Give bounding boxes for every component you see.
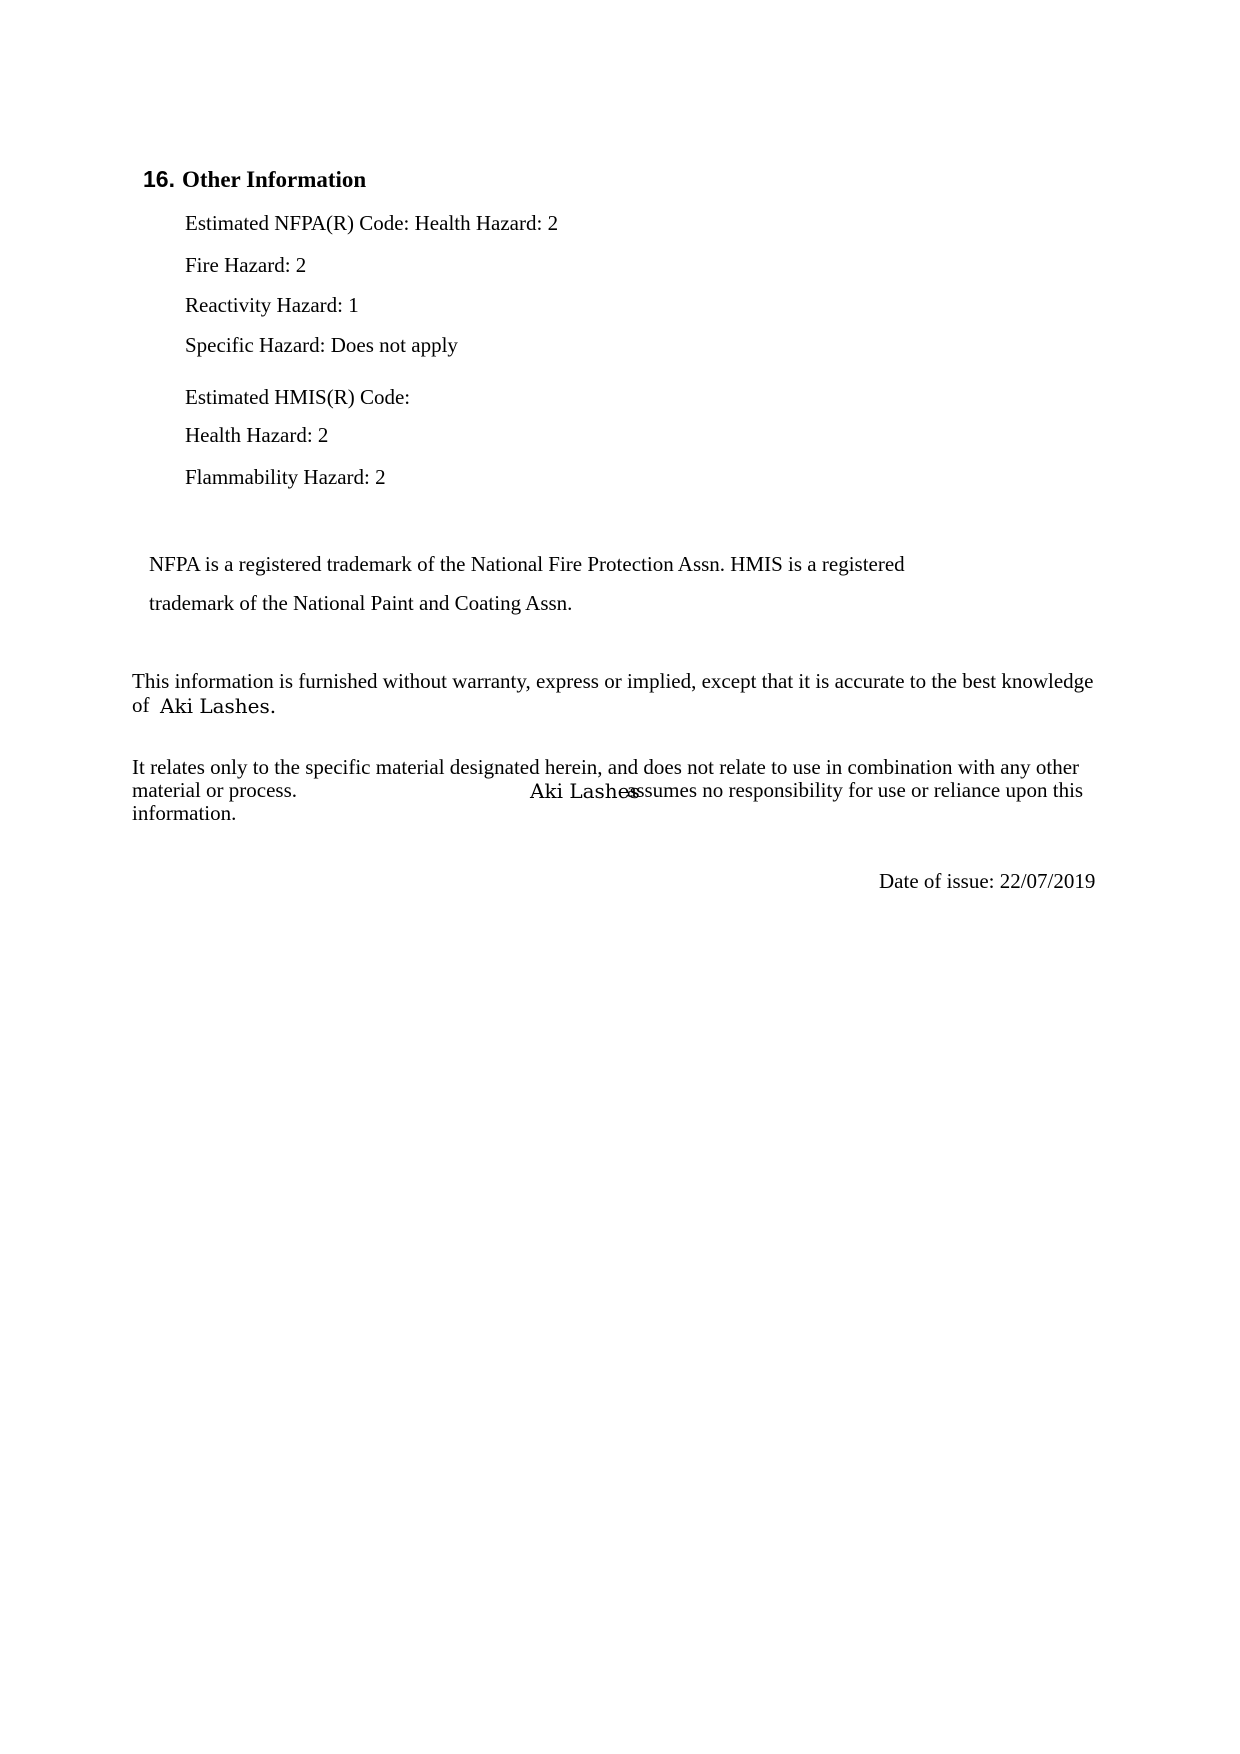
- relates-line-3: information.: [132, 801, 237, 825]
- company-name: Aki Lashes.: [160, 694, 277, 718]
- nfpa-code-line: Estimated NFPA(R) Code: Health Hazard: 2: [185, 211, 559, 235]
- nfpa-fire-hazard: Fire Hazard: 2: [185, 253, 307, 277]
- nfpa-specific-hazard: Specific Hazard: Does not apply: [185, 333, 458, 357]
- relates-line-1: It relates only to the specific material designated herein, and does not relate to use in combination with any other: [132, 755, 1080, 779]
- date-of-issue: Date of issue: 22/07/2019: [879, 869, 1096, 893]
- trademark-line-1: NFPA is a registered trademark of the National Fire Protection Assn. HMIS is a registered: [149, 552, 905, 576]
- relates-line-2-prefix: material or process.: [132, 778, 298, 802]
- hmis-health-hazard: Health Hazard: 2: [185, 423, 329, 447]
- hmis-code-heading: Estimated HMIS(R) Code:: [185, 385, 411, 409]
- nfpa-reactivity-hazard: Reactivity Hazard: 1: [185, 293, 359, 317]
- disclaimer-line-1: This information is furnished without warranty, express or implied, except that it is accurate to the best knowledge: [132, 669, 1094, 693]
- disclaimer-of: of: [132, 693, 150, 717]
- relates-line-2-suffix: assumes no responsibility for use or reliance upon this: [627, 778, 1084, 802]
- section-number: 16.: [143, 166, 175, 192]
- hmis-flammability-hazard: Flammability Hazard: 2: [185, 465, 386, 489]
- section-title: Other Information: [182, 167, 367, 192]
- trademark-line-2: trademark of the National Paint and Coating Assn.: [149, 591, 573, 615]
- relates-company-name: Aki Lashes: [530, 779, 640, 803]
